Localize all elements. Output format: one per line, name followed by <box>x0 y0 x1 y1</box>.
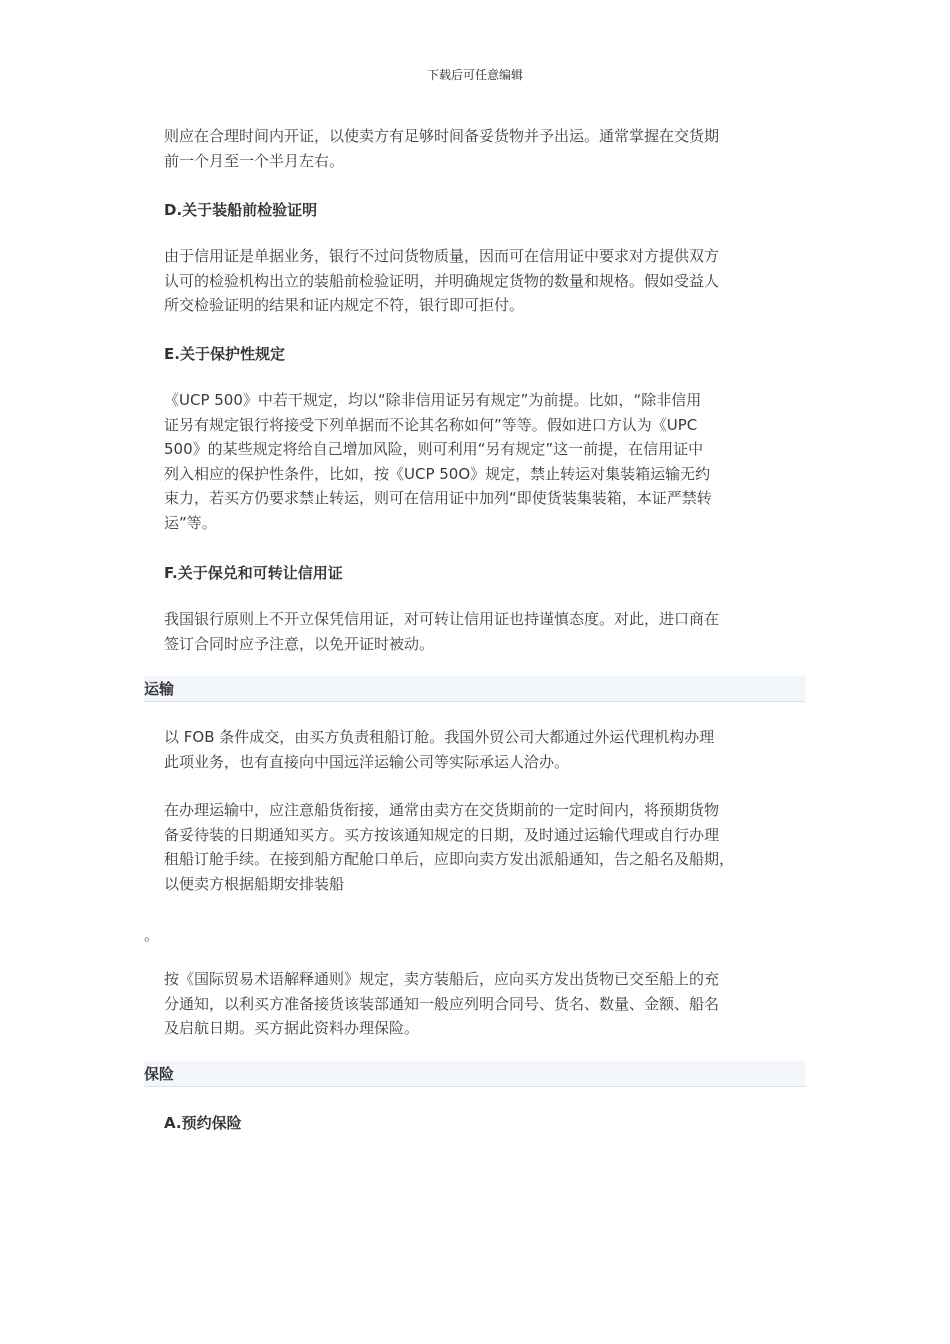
subheading-a: A.预约保险 <box>164 1114 242 1132</box>
subheading-e: E.关于保护性规定 <box>164 345 285 363</box>
page-header-note: 下载后可任意编辑 <box>426 68 523 82</box>
stray-period: 。 <box>144 926 160 944</box>
paragraph-transport-2: 在办理运输中，应注意船货衔接，通常由卖方在交货期前的一定时间内，将预期货物 备妥待装的日期通知买方。买方按该通知规定的日期，及时通过运输代理或自行办理 租船订舱手续。在接到船方配舱口单后，应即向卖方发出派船通知，告之船名及船期， 以便卖方根据船期安排装船 <box>164 801 735 893</box>
paragraph-transport-1: 以 FOB 条件成交，由买方负责租船订舱。我国外贸公司大都通过外运代理机构办理 此项业务，也有直接向中国远洋运输公司等实际承运人洽办。 <box>164 728 715 771</box>
paragraph-f: 我国银行原则上不开立保凭信用证，对可转让信用证也持谨慎态度。对此，进口商在 签订合同时应予注意，以免开证时被动。 <box>164 610 720 653</box>
paragraph-e: 《UCP 500》中若干规定，均以“除非信用证另有规定”为前提。比如，“除非信用 证另有规定银行将接受下列单据而不论其名称如何”等等。假如进口方认为《UPC 500》的某些规定将给自己增加风险，则可利用“另有规定”这一前提，在信用证中 列入相应的保护性条件，比如，按《UCP 50O》规定，禁止转运对集装箱运输无约 束力，若买方仍要求禁止转运，则可在信用证中加列“即使货装集装箱，本证严禁转 运”等。 <box>164 391 712 532</box>
section-heading-transport: 运输 <box>144 676 806 702</box>
subheading-d: D.关于装船前检验证明 <box>164 201 318 219</box>
paragraph-d: 由于信用证是单据业务，银行不过问货物质量，因而可在信用证中要求对方提供双方 认可的检验机构出立的装船前检验证明，并明确规定货物的数量和规格。假如受益人 所交检验证明的结果和证内规定不符，银行即可拒付。 <box>164 247 720 314</box>
paragraph-transport-3: 按《国际贸易术语解释通则》规定，卖方装船后，应向买方发出货物已交至船上的充 分通知，以利买方准备接货该装部通知一般应列明合同号、货名、数量、金额、船名 及启航日期。买方据此资料办理保险。 <box>164 970 720 1037</box>
intro-paragraph: 则应在合理时间内开证，以使卖方有足够时间备妥货物并予出运。通常掌握在交货期 前一个月至一个半月左右。 <box>164 127 720 170</box>
subheading-f: F.关于保兑和可转让信用证 <box>164 564 343 582</box>
section-heading-insurance: 保险 <box>144 1061 806 1087</box>
